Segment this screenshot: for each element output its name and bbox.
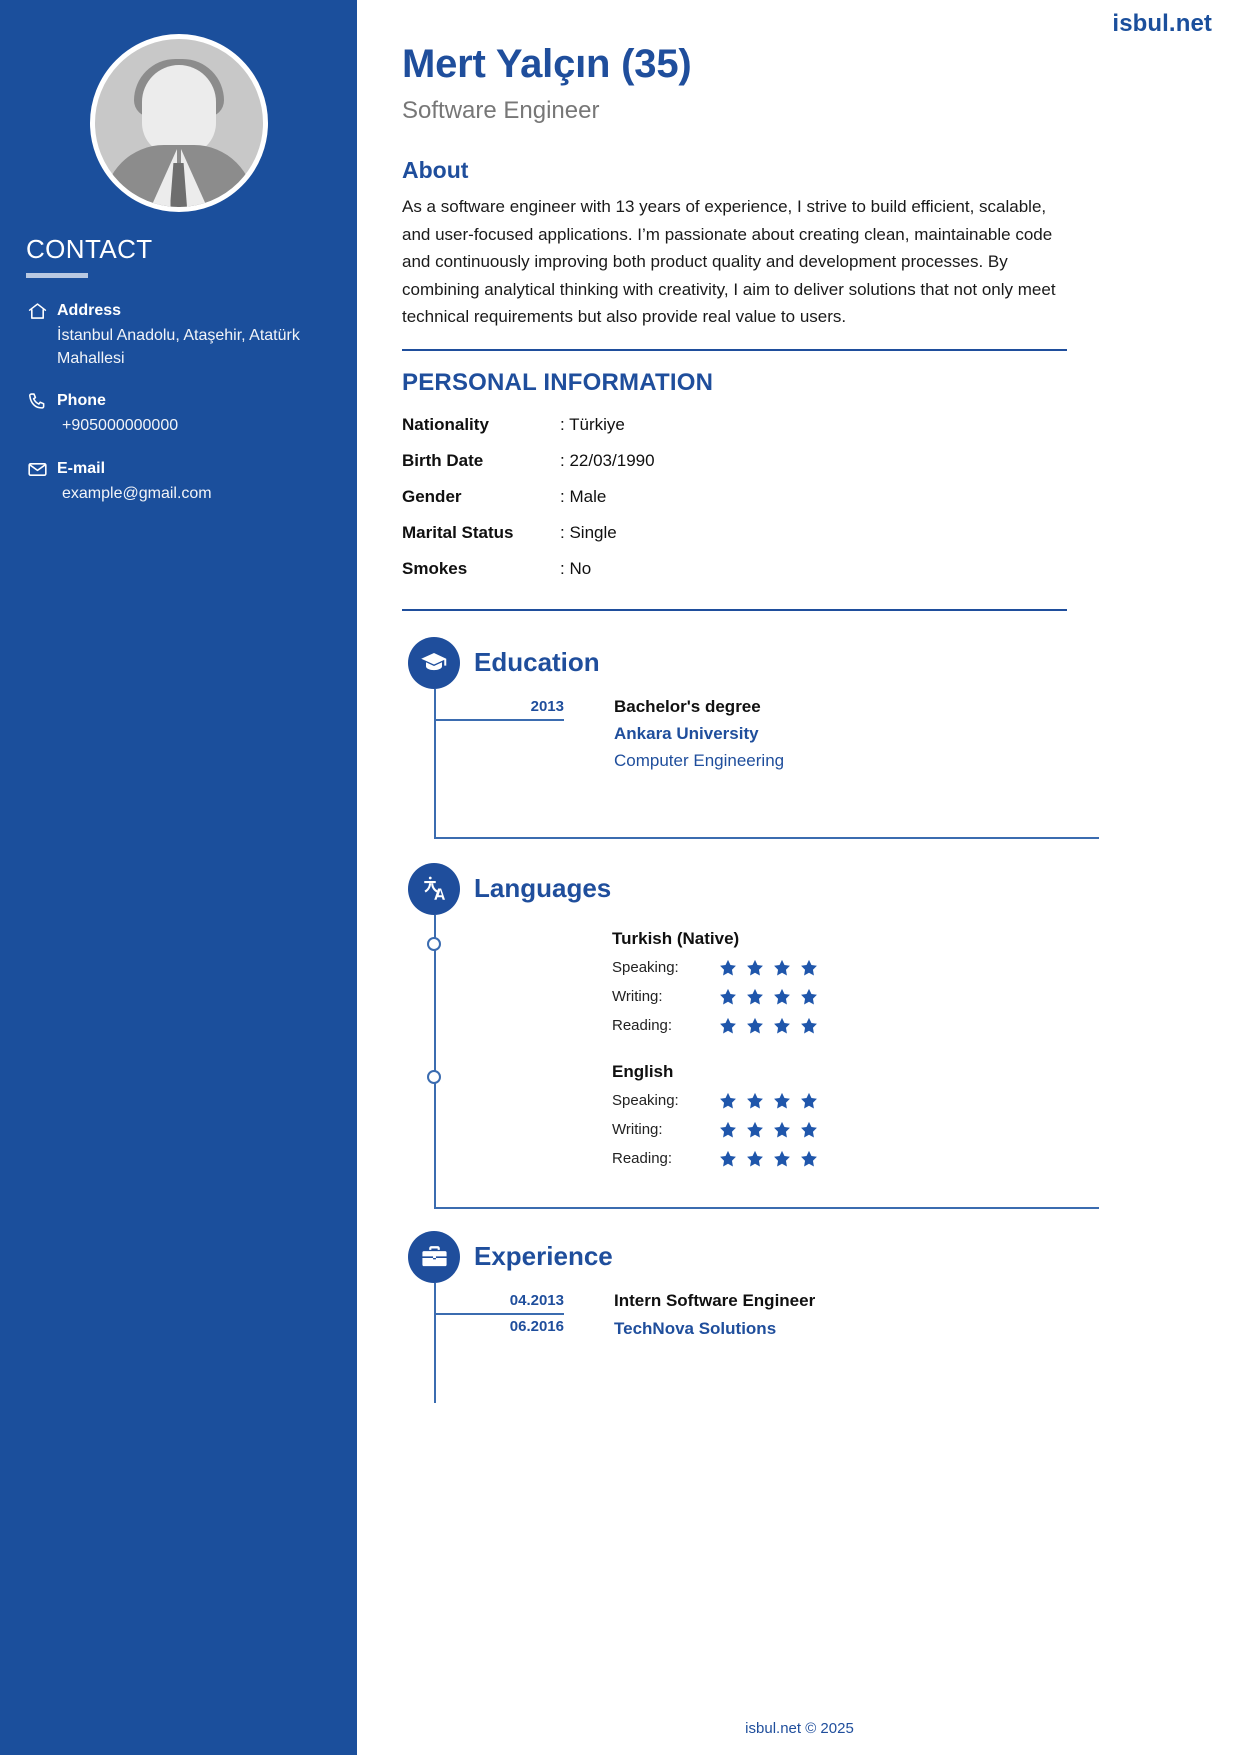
skill-label: Writing: — [612, 988, 663, 1006]
briefcase-icon — [408, 1231, 460, 1283]
translate-icon — [408, 863, 460, 915]
contact-phone-value: +905000000000 — [62, 417, 179, 435]
pi-key: Marital Status — [402, 522, 514, 542]
education-organization: Ankara University — [614, 723, 759, 743]
star-icon — [718, 987, 738, 1007]
contact-address-label: Address — [57, 302, 122, 319]
language-skill-row — [612, 1120, 819, 1140]
pi-sep: : — [560, 450, 565, 470]
experience-header — [402, 1231, 1182, 1283]
language-name: English — [612, 1061, 674, 1081]
contact-item-address — [26, 300, 331, 370]
star-rating — [718, 1120, 819, 1140]
star-icon — [718, 1149, 738, 1169]
education-info — [572, 697, 784, 771]
contact-phone-head — [26, 390, 331, 412]
star-icon — [772, 958, 792, 978]
experience-timeline — [434, 1283, 1182, 1403]
personal-information-heading: PERSONAL INFORMATION — [402, 368, 714, 396]
section-experience — [402, 1231, 1182, 1403]
pi-sep: : — [560, 558, 565, 578]
star-rating — [718, 958, 819, 978]
personal-information-table — [402, 407, 655, 587]
education-timeline — [434, 689, 1182, 839]
star-icon — [745, 1120, 765, 1140]
language-entry — [434, 1062, 1182, 1169]
pi-val-text: 22/03/1990 — [569, 450, 655, 470]
pi-value — [560, 443, 655, 479]
language-skill-row — [612, 1149, 819, 1169]
contact-item-phone — [26, 390, 331, 438]
language-body — [612, 1062, 819, 1169]
skill-label: Speaking: — [612, 1092, 679, 1110]
star-rating — [718, 1149, 819, 1169]
star-icon — [718, 1016, 738, 1036]
education-date-underline — [434, 719, 564, 721]
about-text: As a software engineer with 13 years of experience, I strive to build efficient, scalable, and user-focused applications. I’m passionate about creating clean, maintainable code and continuously improving both product quality and development processes. By combining analytical thinking with creativity, I aim to deliver solutions that not only meet technical requirements but also provide real value to users. — [402, 197, 1056, 327]
divider-personal-information — [402, 609, 1067, 611]
education-department: Computer Engineering — [614, 750, 785, 770]
star-icon — [745, 987, 765, 1007]
footer-text: isbul.net © 2025 — [745, 1720, 854, 1737]
star-icon — [799, 1016, 819, 1036]
star-icon — [772, 987, 792, 1007]
pi-key: Smokes — [402, 558, 468, 578]
education-date: 2013 — [530, 697, 564, 715]
pi-sep: : — [560, 486, 565, 506]
experience-title: Intern Software Engineer — [614, 1290, 816, 1310]
page-title: Mert Yalçın (35) — [402, 42, 692, 86]
star-icon — [745, 1091, 765, 1111]
language-skill-row — [612, 987, 819, 1007]
experience-info — [572, 1291, 815, 1339]
experience-start-date: 04.2013 — [509, 1291, 564, 1309]
divider-about — [402, 349, 1067, 351]
pi-val-text: No — [569, 558, 592, 578]
language-body — [612, 929, 819, 1036]
star-rating — [718, 1091, 819, 1111]
star-icon — [799, 958, 819, 978]
graduation-cap-icon — [408, 637, 460, 689]
star-icon — [745, 1149, 765, 1169]
languages-header — [402, 863, 1182, 915]
sidebar — [0, 0, 357, 1755]
language-entry — [434, 929, 1182, 1036]
job-role: Software Engineer — [402, 97, 600, 124]
contact-phone-label: Phone — [57, 392, 106, 410]
languages-heading: Languages — [474, 873, 612, 904]
phone-icon — [26, 390, 48, 412]
contact-address-value: İstanbul Anadolu, Ataşehir, Atatürk Mahallesi — [57, 327, 300, 367]
experience-date-underline — [434, 1313, 564, 1315]
contact-heading-underline — [26, 273, 88, 278]
pi-key: Birth Date — [402, 450, 484, 470]
table-row — [402, 551, 655, 587]
section-languages — [402, 863, 1182, 1209]
pi-key: Nationality — [402, 414, 489, 434]
home-icon — [26, 300, 48, 322]
education-header — [402, 637, 1182, 689]
contact-address-head — [26, 300, 331, 322]
contact-email-value: example@gmail.com — [62, 485, 212, 503]
avatar-wrap — [26, 34, 331, 212]
experience-end-date: 06.2016 — [509, 1317, 564, 1335]
skill-label: Reading: — [612, 1017, 673, 1035]
star-icon — [799, 987, 819, 1007]
table-row — [402, 407, 655, 443]
experience-date-col — [434, 1291, 572, 1338]
timeline-bottom-line — [434, 1207, 1099, 1209]
table-row — [402, 479, 655, 515]
language-skill-row — [612, 1091, 819, 1111]
skill-label: Reading: — [612, 1150, 673, 1168]
brand-logo: isbul.net — [1112, 10, 1212, 37]
star-icon — [772, 1149, 792, 1169]
timeline-bottom-line — [434, 837, 1099, 839]
pi-sep: : — [560, 522, 565, 542]
skill-label: Writing: — [612, 1121, 663, 1139]
timeline-dot-icon — [427, 1070, 441, 1084]
star-icon — [772, 1091, 792, 1111]
experience-organization: TechNova Solutions — [614, 1318, 777, 1338]
experience-entry — [434, 1283, 1182, 1339]
star-icon — [745, 958, 765, 978]
contact-email-head — [26, 458, 331, 480]
star-icon — [799, 1091, 819, 1111]
pi-sep: : — [560, 414, 565, 434]
contact-heading: CONTACT — [26, 234, 153, 264]
experience-heading: Experience — [474, 1241, 613, 1272]
envelope-icon — [26, 458, 48, 480]
language-skill-row — [612, 958, 819, 978]
star-rating — [718, 987, 819, 1007]
languages-timeline — [434, 915, 1182, 1209]
star-icon — [799, 1149, 819, 1169]
education-entry — [434, 689, 1182, 771]
contact-item-email — [26, 458, 331, 506]
section-education — [402, 637, 1182, 839]
table-row — [402, 515, 655, 551]
skill-label: Speaking: — [612, 959, 679, 977]
education-heading: Education — [474, 647, 600, 678]
pi-key: Gender — [402, 486, 462, 506]
star-icon — [718, 1091, 738, 1111]
pi-value — [560, 407, 655, 443]
pi-val-text: Male — [569, 486, 607, 506]
avatar — [90, 34, 268, 212]
timeline-dot-icon — [427, 937, 441, 951]
star-icon — [718, 958, 738, 978]
about-heading: About — [402, 157, 469, 183]
star-rating — [718, 1016, 819, 1036]
star-icon — [772, 1120, 792, 1140]
star-icon — [799, 1120, 819, 1140]
education-date-col — [434, 697, 572, 721]
language-name: Turkish (Native) — [612, 928, 740, 948]
language-skill-row — [612, 1016, 819, 1036]
star-icon — [772, 1016, 792, 1036]
table-row — [402, 443, 655, 479]
pi-val-text: Single — [569, 522, 617, 542]
contact-email-label: E-mail — [57, 460, 106, 478]
star-icon — [718, 1120, 738, 1140]
star-icon — [745, 1016, 765, 1036]
main-content — [357, 0, 1242, 1755]
pi-val-text: Türkiye — [569, 414, 625, 434]
education-degree: Bachelor's degree — [614, 696, 761, 716]
pi-value — [560, 551, 655, 587]
pi-value — [560, 479, 655, 515]
pi-value — [560, 515, 655, 551]
